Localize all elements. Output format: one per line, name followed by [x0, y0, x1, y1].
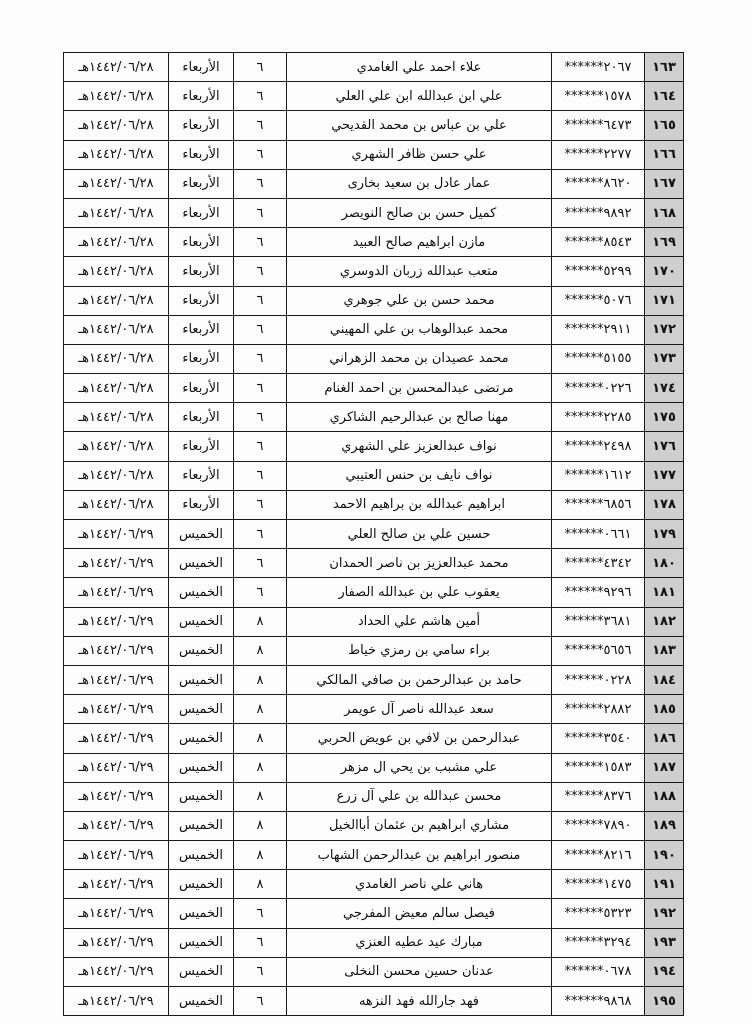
name-cell: سعد عبدالله ناصر آل عويمر — [287, 695, 552, 724]
row-number-cell: ١٧٠ — [645, 257, 684, 286]
id-cell: ******٢٩١١ — [552, 315, 645, 344]
name-cell: حامد بن عبدالرحمن بن صافي المالكي — [287, 665, 552, 694]
level-cell: ٦ — [234, 315, 287, 344]
name-cell: علي مشبب بن يحي ال مزهر — [287, 753, 552, 782]
roster-body — [64, 53, 684, 1016]
date-cell: ١٤٤٢/٠٦/٢٨هـ — [64, 169, 169, 198]
table-row — [64, 286, 684, 315]
level-cell: ٦ — [234, 344, 287, 373]
row-number-cell: ١٧٣ — [645, 344, 684, 373]
name-cell: مشاري ابراهيم بن عثمان أباالخيل — [287, 811, 552, 840]
level-cell: ٦ — [234, 198, 287, 227]
name-cell: نواف عبدالعزيز علي الشهري — [287, 432, 552, 461]
level-cell: ٨ — [234, 695, 287, 724]
date-cell: ١٤٤٢/٠٦/٢٨هـ — [64, 111, 169, 140]
row-number-cell: ١٨٧ — [645, 753, 684, 782]
table-row — [64, 899, 684, 928]
day-cell: الخميس — [169, 841, 234, 870]
name-cell: مازن ابراهيم صالح العبيد — [287, 228, 552, 257]
id-cell: ******٢٠٦٧ — [552, 53, 645, 82]
table-row — [64, 870, 684, 899]
level-cell: ٨ — [234, 753, 287, 782]
id-cell: ******١٥٧٨ — [552, 82, 645, 111]
day-cell: الأربعاء — [169, 461, 234, 490]
row-number-cell: ١٧٢ — [645, 315, 684, 344]
day-cell: الخميس — [169, 811, 234, 840]
table-row — [64, 811, 684, 840]
date-cell: ١٤٤٢/٠٦/٢٩هـ — [64, 928, 169, 957]
row-number-cell: ١٨٢ — [645, 607, 684, 636]
date-cell: ١٤٤٢/٠٦/٢٩هـ — [64, 607, 169, 636]
level-cell: ٦ — [234, 82, 287, 111]
day-cell: الخميس — [169, 695, 234, 724]
row-number-cell: ١٧٧ — [645, 461, 684, 490]
row-number-cell: ١٧٤ — [645, 374, 684, 403]
name-cell: هاني علي ناصر الغامدي — [287, 870, 552, 899]
level-cell: ٦ — [234, 957, 287, 986]
level-cell: ٨ — [234, 782, 287, 811]
name-cell: فيصل سالم معيض المفرجي — [287, 899, 552, 928]
row-number-cell: ١٦٧ — [645, 169, 684, 198]
date-cell: ١٤٤٢/٠٦/٢٩هـ — [64, 870, 169, 899]
day-cell: الأربعاء — [169, 140, 234, 169]
date-cell: ١٤٤٢/٠٦/٢٨هـ — [64, 82, 169, 111]
id-cell: ******٨٢١٦ — [552, 841, 645, 870]
row-number-cell: ١٧٨ — [645, 490, 684, 519]
row-number-cell: ١٨٤ — [645, 665, 684, 694]
name-cell: علي بن عباس بن محمد القديحي — [287, 111, 552, 140]
level-cell: ٦ — [234, 928, 287, 957]
id-cell: ******٧٨٩٠ — [552, 811, 645, 840]
table-row — [64, 53, 684, 82]
level-cell: ٦ — [234, 257, 287, 286]
name-cell: علاء احمد علي الغامدي — [287, 53, 552, 82]
day-cell: الخميس — [169, 578, 234, 607]
date-cell: ١٤٤٢/٠٦/٢٨هـ — [64, 315, 169, 344]
level-cell: ٨ — [234, 841, 287, 870]
id-cell: ******٣٥٤٠ — [552, 724, 645, 753]
date-cell: ١٤٤٢/٠٦/٢٩هـ — [64, 899, 169, 928]
id-cell: ******٨٥٤٣ — [552, 228, 645, 257]
row-number-cell: ١٩٠ — [645, 841, 684, 870]
day-cell: الأربعاء — [169, 228, 234, 257]
row-number-cell: ١٨٦ — [645, 724, 684, 753]
date-cell: ١٤٤٢/٠٦/٢٩هـ — [64, 811, 169, 840]
row-number-cell: ١٩٣ — [645, 928, 684, 957]
name-cell: محمد حسن بن علي جوهري — [287, 286, 552, 315]
id-cell: ******١٤٧٥ — [552, 870, 645, 899]
date-cell: ١٤٤٢/٠٦/٢٩هـ — [64, 665, 169, 694]
day-cell: الخميس — [169, 724, 234, 753]
table-row — [64, 82, 684, 111]
level-cell: ٦ — [234, 286, 287, 315]
row-number-cell: ١٨٠ — [645, 549, 684, 578]
date-cell: ١٤٤٢/٠٦/٢٩هـ — [64, 957, 169, 986]
table-row — [64, 461, 684, 490]
table-row — [64, 578, 684, 607]
name-cell: محسن عبدالله بن علي آل زرع — [287, 782, 552, 811]
name-cell: عبدالرحمن بن لافي بن عويض الحربي — [287, 724, 552, 753]
day-cell: الأربعاء — [169, 111, 234, 140]
id-cell: ******٠٢٢٦ — [552, 374, 645, 403]
table-row — [64, 257, 684, 286]
row-number-cell: ١٦٤ — [645, 82, 684, 111]
id-cell: ******٠٦٧٨ — [552, 957, 645, 986]
id-cell: ******٦٤٧٣ — [552, 111, 645, 140]
name-cell: مهنا صالح بن عبدالرحيم الشاكري — [287, 403, 552, 432]
date-cell: ١٤٤٢/٠٦/٢٨هـ — [64, 344, 169, 373]
day-cell: الأربعاء — [169, 53, 234, 82]
table-row — [64, 665, 684, 694]
name-cell: مبارك عيد عطيه العنزي — [287, 928, 552, 957]
row-number-cell: ١٩٥ — [645, 987, 684, 1016]
name-cell: عدنان حسين محسن النخلى — [287, 957, 552, 986]
table-row — [64, 490, 684, 519]
id-cell: ******٣٦٨١ — [552, 607, 645, 636]
day-cell: الخميس — [169, 957, 234, 986]
name-cell: محمد عبدالوهاب بن علي المهيني — [287, 315, 552, 344]
table-row — [64, 928, 684, 957]
level-cell: ٦ — [234, 549, 287, 578]
id-cell: ******٢٤٩٨ — [552, 432, 645, 461]
row-number-cell: ١٨٥ — [645, 695, 684, 724]
day-cell: الأربعاء — [169, 374, 234, 403]
row-number-cell: ١٩٤ — [645, 957, 684, 986]
day-cell: الخميس — [169, 899, 234, 928]
date-cell: ١٤٤٢/٠٦/٢٩هـ — [64, 549, 169, 578]
date-cell: ١٤٤٢/٠٦/٢٨هـ — [64, 490, 169, 519]
day-cell: الخميس — [169, 607, 234, 636]
level-cell: ٨ — [234, 636, 287, 665]
day-cell: الأربعاء — [169, 344, 234, 373]
id-cell: ******١٥٨٣ — [552, 753, 645, 782]
row-number-cell: ١٦٦ — [645, 140, 684, 169]
row-number-cell: ١٧٥ — [645, 403, 684, 432]
id-cell: ******٨٦٢٠ — [552, 169, 645, 198]
date-cell: ١٤٤٢/٠٦/٢٩هـ — [64, 578, 169, 607]
table-row — [64, 957, 684, 986]
name-cell: متعب عبدالله زربان الدوسري — [287, 257, 552, 286]
table-row — [64, 520, 684, 549]
table-row — [64, 432, 684, 461]
id-cell: ******٥١٥٥ — [552, 344, 645, 373]
date-cell: ١٤٤٢/٠٦/٢٩هـ — [64, 987, 169, 1016]
row-number-cell: ١٨٣ — [645, 636, 684, 665]
id-cell: ******٣٢٩٤ — [552, 928, 645, 957]
level-cell: ٦ — [234, 520, 287, 549]
table-row — [64, 636, 684, 665]
day-cell: الخميس — [169, 520, 234, 549]
day-cell: الخميس — [169, 549, 234, 578]
row-number-cell: ١٨٨ — [645, 782, 684, 811]
date-cell: ١٤٤٢/٠٦/٢٨هـ — [64, 374, 169, 403]
table-row — [64, 607, 684, 636]
level-cell: ٦ — [234, 578, 287, 607]
table-row — [64, 841, 684, 870]
id-cell: ******٢٨٨٢ — [552, 695, 645, 724]
day-cell: الخميس — [169, 753, 234, 782]
row-number-cell: ١٧١ — [645, 286, 684, 315]
row-number-cell: ١٦٩ — [645, 228, 684, 257]
table-row — [64, 140, 684, 169]
name-cell: أمين هاشم علي الحداد — [287, 607, 552, 636]
name-cell: نواف نايف بن حنس العتيبي — [287, 461, 552, 490]
row-number-cell: ١٩١ — [645, 870, 684, 899]
row-number-cell: ١٦٣ — [645, 53, 684, 82]
id-cell: ******٩٢٩٦ — [552, 578, 645, 607]
date-cell: ١٤٤٢/٠٦/٢٩هـ — [64, 841, 169, 870]
table-row — [64, 695, 684, 724]
id-cell: ******٠٢٢٨ — [552, 665, 645, 694]
id-cell: ******٩٨٦٨ — [552, 987, 645, 1016]
day-cell: الخميس — [169, 665, 234, 694]
day-cell: الخميس — [169, 870, 234, 899]
date-cell: ١٤٤٢/٠٦/٢٨هـ — [64, 228, 169, 257]
level-cell: ٦ — [234, 169, 287, 198]
name-cell: عمار عادل بن سعيد بخارى — [287, 169, 552, 198]
level-cell: ٦ — [234, 140, 287, 169]
table-row — [64, 549, 684, 578]
date-cell: ١٤٤٢/٠٦/٢٨هـ — [64, 257, 169, 286]
name-cell: علي ابن عبدالله ابن علي العلي — [287, 82, 552, 111]
id-cell: ******٢٢٨٥ — [552, 403, 645, 432]
row-number-cell: ١٦٥ — [645, 111, 684, 140]
date-cell: ١٤٤٢/٠٦/٢٨هـ — [64, 432, 169, 461]
id-cell: ******١٦١٢ — [552, 461, 645, 490]
id-cell: ******٥٠٧٦ — [552, 286, 645, 315]
level-cell: ٦ — [234, 461, 287, 490]
day-cell: الأربعاء — [169, 82, 234, 111]
level-cell: ٨ — [234, 724, 287, 753]
name-cell: كميل حسن بن صالح النويصر — [287, 198, 552, 227]
date-cell: ١٤٤٢/٠٦/٢٩هـ — [64, 695, 169, 724]
day-cell: الخميس — [169, 928, 234, 957]
date-cell: ١٤٤٢/٠٦/٢٩هـ — [64, 636, 169, 665]
name-cell: ابراهيم عبدالله بن براهيم الاحمد — [287, 490, 552, 519]
table-row — [64, 403, 684, 432]
day-cell: الأربعاء — [169, 198, 234, 227]
day-cell: الخميس — [169, 782, 234, 811]
level-cell: ٨ — [234, 607, 287, 636]
level-cell: ٨ — [234, 870, 287, 899]
row-number-cell: ١٨١ — [645, 578, 684, 607]
row-number-cell: ١٩٢ — [645, 899, 684, 928]
table-row — [64, 169, 684, 198]
date-cell: ١٤٤٢/٠٦/٢٩هـ — [64, 520, 169, 549]
day-cell: الأربعاء — [169, 315, 234, 344]
day-cell: الأربعاء — [169, 257, 234, 286]
id-cell: ******٨٣٧٦ — [552, 782, 645, 811]
date-cell: ١٤٤٢/٠٦/٢٨هـ — [64, 198, 169, 227]
table-row — [64, 374, 684, 403]
table-row — [64, 315, 684, 344]
level-cell: ٦ — [234, 899, 287, 928]
date-cell: ١٤٤٢/٠٦/٢٩هـ — [64, 753, 169, 782]
table-row — [64, 782, 684, 811]
id-cell: ******٥٣٢٣ — [552, 899, 645, 928]
day-cell: الأربعاء — [169, 490, 234, 519]
level-cell: ٦ — [234, 490, 287, 519]
id-cell: ******٩٨٩٢ — [552, 198, 645, 227]
name-cell: يعقوب علي بن عبدالله الصفار — [287, 578, 552, 607]
date-cell: ١٤٤٢/٠٦/٢٩هـ — [64, 782, 169, 811]
level-cell: ٨ — [234, 811, 287, 840]
day-cell: الخميس — [169, 987, 234, 1016]
id-cell: ******٥٦٥٦ — [552, 636, 645, 665]
day-cell: الأربعاء — [169, 286, 234, 315]
level-cell: ٦ — [234, 53, 287, 82]
name-cell: منصور ابراهيم بن عبدالرحمن الشهاب — [287, 841, 552, 870]
name-cell: فهد جارالله فهد النزهه — [287, 987, 552, 1016]
name-cell: مرتضى عبدالمحسن بن احمد الغنام — [287, 374, 552, 403]
table-row — [64, 753, 684, 782]
roster-table — [63, 52, 684, 1016]
table-row — [64, 198, 684, 227]
id-cell: ******٢٢٧٧ — [552, 140, 645, 169]
row-number-cell: ١٧٩ — [645, 520, 684, 549]
date-cell: ١٤٤٢/٠٦/٢٨هـ — [64, 461, 169, 490]
date-cell: ١٤٤٢/٠٦/٢٩هـ — [64, 724, 169, 753]
level-cell: ٦ — [234, 228, 287, 257]
table-row — [64, 987, 684, 1016]
id-cell: ******٤٣٤٢ — [552, 549, 645, 578]
row-number-cell: ١٨٩ — [645, 811, 684, 840]
day-cell: الأربعاء — [169, 169, 234, 198]
level-cell: ٦ — [234, 111, 287, 140]
name-cell: علي حسن ظافر الشهري — [287, 140, 552, 169]
table-row — [64, 344, 684, 373]
date-cell: ١٤٤٢/٠٦/٢٨هـ — [64, 53, 169, 82]
day-cell: الأربعاء — [169, 403, 234, 432]
day-cell: الخميس — [169, 636, 234, 665]
name-cell: حسين علي بن صالح العلي — [287, 520, 552, 549]
id-cell: ******٥٢٩٩ — [552, 257, 645, 286]
level-cell: ٦ — [234, 987, 287, 1016]
level-cell: ٨ — [234, 665, 287, 694]
table-row — [64, 724, 684, 753]
row-number-cell: ١٧٦ — [645, 432, 684, 461]
day-cell: الأربعاء — [169, 432, 234, 461]
table-row — [64, 228, 684, 257]
name-cell: محمد عبدالعزيز بن ناصر الحمدان — [287, 549, 552, 578]
date-cell: ١٤٤٢/٠٦/٢٨هـ — [64, 140, 169, 169]
level-cell: ٦ — [234, 432, 287, 461]
date-cell: ١٤٤٢/٠٦/٢٨هـ — [64, 286, 169, 315]
id-cell: ******٠٦٦١ — [552, 520, 645, 549]
date-cell: ١٤٤٢/٠٦/٢٨هـ — [64, 403, 169, 432]
level-cell: ٦ — [234, 403, 287, 432]
table-row — [64, 111, 684, 140]
id-cell: ******٦٨٥٦ — [552, 490, 645, 519]
name-cell: محمد عصيدان بن محمد الزهراني — [287, 344, 552, 373]
row-number-cell: ١٦٨ — [645, 198, 684, 227]
name-cell: براء سامي بن رمزي خياط — [287, 636, 552, 665]
level-cell: ٦ — [234, 374, 287, 403]
